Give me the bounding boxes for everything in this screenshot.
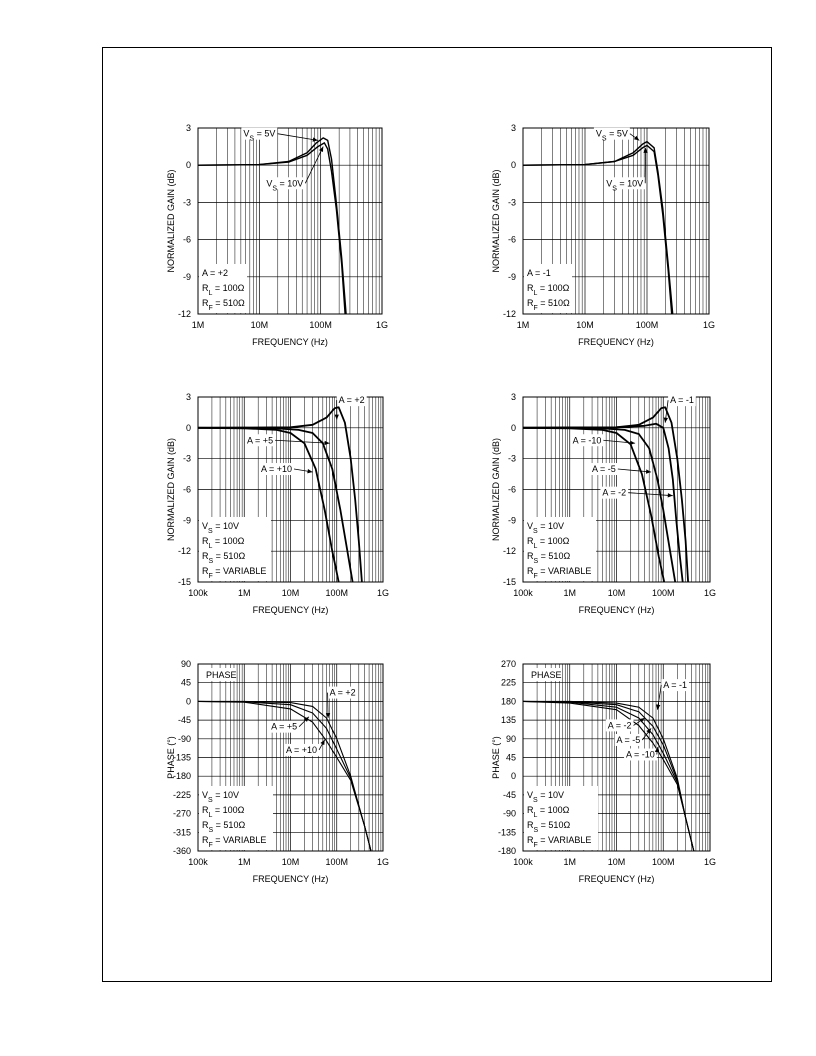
y-tick-label: -9	[182, 515, 191, 526]
x-tick-label: 10M	[607, 588, 626, 598]
annotation-label: A = +2	[329, 687, 356, 698]
y-axis-label: PHASE (°)	[166, 736, 176, 779]
annotation-label: $V_S = 10V$	[606, 178, 644, 192]
chart-3	[166, 392, 389, 615]
x-tick-label: 10M	[250, 320, 269, 330]
conditions-box	[524, 264, 572, 313]
arrow-head	[634, 136, 639, 141]
condition-text: $V_S = 10V$	[527, 790, 564, 804]
chart-5	[166, 659, 389, 884]
y-tick-label: 270	[500, 659, 516, 669]
condition-text: $R_F$ = VARIABLE	[202, 566, 267, 580]
condition-text: $R_F$ = VARIABLE	[527, 566, 592, 580]
annotation-label: $V_S = 5V$	[595, 128, 628, 143]
x-tick-label: 1G	[376, 588, 390, 598]
annotation-4	[600, 487, 672, 499]
x-tick-label: 1G	[375, 320, 389, 330]
conditions-box	[199, 264, 247, 313]
condition-text: $V_S = 10V$	[202, 790, 239, 804]
y-tick-label: 0	[510, 422, 516, 433]
y-tick-label: 90	[180, 659, 191, 669]
annotation-label: A = -2	[607, 720, 632, 731]
x-tick-label: 100k	[188, 588, 208, 598]
annotation-label: $V_S = 5V$	[243, 128, 276, 143]
y-tick-label: 0	[185, 160, 191, 171]
condition-text: $R_L = 100\Omega$	[202, 805, 245, 819]
x-tick-label: 1M	[237, 857, 251, 867]
y-tick-label: 90	[505, 733, 516, 744]
x-tick-label: 1G	[376, 857, 390, 867]
x-tick-label: 1M	[516, 320, 530, 330]
annotation-label: A = -10	[626, 749, 655, 760]
x-tick-label: 100M	[635, 320, 659, 330]
y-tick-label: -6	[182, 234, 191, 245]
annotation-4	[624, 747, 659, 760]
x-axis-label: FREQUENCY (Hz)	[252, 605, 329, 615]
annotation-1	[326, 687, 358, 718]
condition-text: A = -1	[527, 268, 551, 278]
y-tick-label: 0	[185, 696, 191, 707]
conditions-box	[199, 786, 273, 850]
y-tick-label: -180	[497, 846, 516, 856]
x-tick-label: 10M	[576, 320, 594, 330]
y-tick-label: -225	[172, 789, 191, 800]
y-tick-label: -135	[497, 827, 516, 838]
annotation-2	[269, 717, 309, 733]
y-tick-label: 0	[510, 771, 516, 782]
x-tick-label: 100M	[325, 588, 349, 598]
x-tick-label: 10M	[607, 857, 626, 867]
annotation-2	[264, 147, 323, 192]
x-axis-label: FREQUENCY (Hz)	[578, 605, 655, 615]
condition-text: $R_L = 100\Omega$	[527, 805, 570, 819]
annotation-label: A = -5	[616, 734, 641, 745]
arrow-head	[668, 493, 673, 497]
x-tick-label: 1M	[563, 857, 577, 867]
annotation-1	[241, 128, 317, 142]
chart-1	[166, 123, 388, 347]
y-axis-label: NORMALIZED GAIN (dB)	[166, 437, 176, 542]
condition-text: $R_S = 510\Omega$	[527, 551, 571, 565]
y-tick-label: -12	[502, 309, 516, 319]
condition-text: $V_S = 10V$	[527, 521, 564, 535]
x-tick-label: 100k	[513, 857, 533, 867]
y-axis-label: NORMALIZED GAIN (dB)	[491, 437, 501, 542]
y-tick-label: 3	[185, 392, 191, 402]
condition-text: $R_F = 510\Omega$	[527, 298, 570, 312]
condition-text: $R_F$ = VARIABLE	[202, 835, 267, 849]
y-tick-label: -9	[182, 271, 191, 282]
y-tick-label: -90	[177, 733, 191, 744]
condition-text: A = +2	[202, 268, 229, 278]
condition-text: $R_F = 510\Omega$	[202, 298, 245, 312]
x-tick-label: 100k	[188, 857, 208, 867]
x-tick-label: 100k	[513, 588, 533, 598]
annotation-label: A = +2	[338, 395, 365, 406]
x-tick-label: 1G	[702, 320, 716, 330]
x-tick-label: 1G	[703, 857, 717, 867]
y-axis-label: NORMALIZED GAIN (dB)	[491, 169, 501, 273]
y-tick-label: 3	[510, 123, 516, 133]
condition-text: $R_S = 510\Omega$	[202, 551, 246, 565]
annotation-arrow	[628, 493, 673, 496]
y-tick-label: -12	[177, 546, 191, 557]
y-tick-label: 45	[180, 677, 191, 688]
annotation-label: A = -5	[592, 464, 616, 475]
y-tick-label: -3	[507, 197, 516, 208]
phase-tag: PHASE	[531, 670, 562, 680]
arrow-head	[324, 441, 329, 445]
x-axis-label: FREQUENCY (Hz)	[578, 337, 654, 347]
condition-text: $R_L = 100\Omega$	[527, 536, 570, 550]
y-tick-label: -270	[172, 808, 191, 819]
y-tick-label: -45	[502, 789, 516, 800]
arrow-head	[664, 417, 668, 422]
chart-2	[491, 123, 715, 347]
condition-text: $R_L = 100\Omega$	[527, 283, 570, 297]
y-tick-label: 0	[185, 422, 191, 433]
condition-text: $R_L = 100\Omega$	[202, 536, 245, 550]
condition-text: $R_S = 510\Omega$	[527, 820, 571, 834]
condition-text: $R_F$ = VARIABLE	[527, 835, 592, 849]
y-tick-label: 180	[500, 696, 516, 707]
y-tick-label: -180	[172, 771, 191, 782]
x-axis-label: FREQUENCY (Hz)	[578, 874, 655, 884]
y-tick-label: 0	[510, 160, 516, 171]
arrow-head	[313, 137, 318, 141]
y-tick-label: 3	[510, 392, 516, 402]
y-tick-label: -15	[177, 577, 191, 587]
y-tick-label: -6	[182, 484, 191, 495]
annotation-2	[245, 434, 330, 446]
y-tick-label: -315	[172, 827, 191, 838]
x-tick-label: 1M	[191, 320, 205, 330]
x-axis-label: FREQUENCY (Hz)	[252, 337, 328, 347]
y-axis-label: NORMALIZED GAIN (dB)	[166, 169, 176, 273]
arrow-head	[335, 415, 339, 420]
x-tick-label: 1G	[703, 588, 717, 598]
x-tick-label: 100M	[651, 857, 675, 867]
y-tick-label: -3	[182, 197, 191, 208]
y-axis-label: PHASE (°)	[491, 736, 501, 779]
y-tick-label: 135	[500, 715, 516, 726]
x-tick-label: 1M	[563, 588, 577, 598]
y-tick-label: -135	[172, 752, 191, 763]
annotation-label: A = -1	[670, 395, 694, 406]
annotation-label: A = +5	[247, 435, 274, 446]
y-tick-label: -360	[172, 846, 191, 856]
y-tick-label: 225	[500, 677, 516, 688]
annotation-label: A = +10	[260, 464, 293, 475]
y-tick-label: -15	[502, 577, 516, 587]
annotation-label: $V_S = 10V$	[266, 178, 304, 192]
condition-text: $V_S = 10V$	[202, 521, 239, 535]
x-tick-label: 100M	[309, 320, 332, 330]
annotation-label: A = -10	[572, 435, 602, 446]
chart-4	[491, 392, 716, 615]
annotation-label: A = -1	[663, 680, 688, 691]
annotation-label: A = +5	[271, 721, 298, 732]
conditions-box	[199, 517, 271, 581]
y-tick-label: -6	[507, 484, 516, 495]
y-tick-label: 45	[505, 752, 516, 763]
condition-text: $R_L = 100\Omega$	[202, 283, 245, 297]
y-tick-label: -9	[507, 271, 516, 282]
condition-text: $R_S = 510\Omega$	[202, 820, 246, 834]
y-tick-label: -90	[502, 808, 516, 819]
arrow-head	[307, 469, 312, 473]
annotation-1	[664, 394, 696, 423]
annotation-label: A = +10	[286, 744, 318, 755]
y-tick-label: -12	[177, 309, 191, 319]
x-tick-label: 1M	[237, 588, 251, 598]
annotation-label: A = -2	[602, 487, 627, 498]
y-tick-label: -6	[507, 234, 516, 245]
y-tick-label: -3	[507, 453, 516, 464]
annotation-arrow	[277, 134, 317, 141]
x-tick-label: 100M	[325, 857, 349, 867]
annotation-arrow	[618, 469, 651, 472]
y-tick-label: -45	[177, 715, 191, 726]
y-tick-label: 3	[185, 123, 191, 133]
phase-tag: PHASE	[206, 670, 237, 680]
x-tick-label: 10M	[281, 588, 300, 598]
x-tick-label: 100M	[651, 588, 675, 598]
annotation-1	[594, 128, 639, 142]
x-tick-label: 10M	[281, 857, 300, 867]
x-axis-label: FREQUENCY (Hz)	[252, 874, 329, 884]
conditions-box	[524, 517, 596, 581]
y-tick-label: -9	[507, 515, 516, 526]
y-tick-label: -12	[502, 546, 516, 557]
chart-6	[491, 659, 716, 884]
y-tick-label: -3	[182, 453, 191, 464]
arrow-head	[656, 704, 660, 709]
conditions-box	[524, 786, 598, 850]
